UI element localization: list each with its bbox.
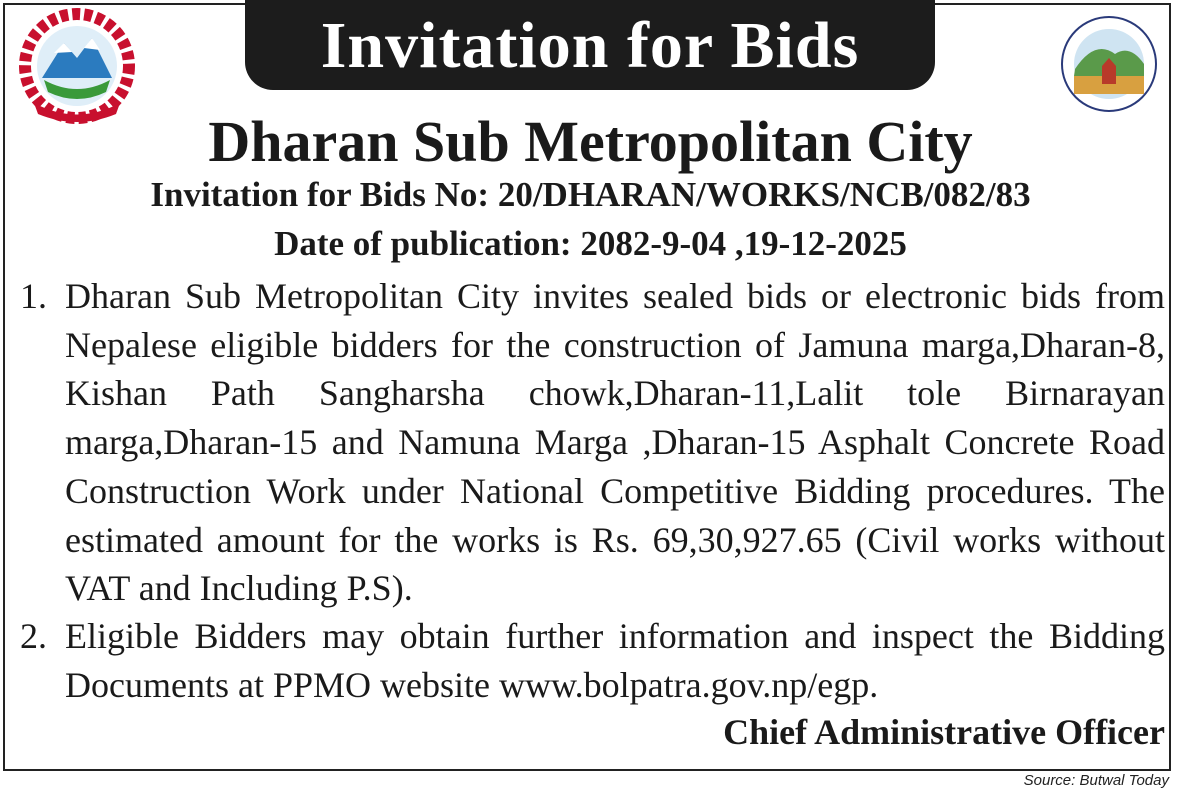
organization-name: Dharan Sub Metropolitan City: [208, 109, 973, 174]
notice-item: [20, 272, 1165, 613]
bid-number: Invitation for Bids No: 20/DHARAN/WORKS/NCB/082/83: [150, 175, 1031, 214]
dharan-city-logo: [1050, 14, 1168, 114]
source-credit: Source: Butwal Today: [1023, 772, 1169, 789]
item-text: Eligible Bidders may obtain further information and inspect the Bidding Documents at PPMO website www.bolpatra.gov.np/egp.: [65, 616, 1165, 705]
publication-date: Date of publication: 2082-9-04 ,19-12-2025: [274, 224, 907, 263]
item-number: 2.: [20, 616, 47, 656]
title-banner: [245, 0, 935, 90]
item-text: Dharan Sub Metropolitan City invites sealed bids or electronic bids from Nepalese eligible bidders for the construction of Jamuna marga,Dharan-8, Kishan Path Sangharsha chowk,Dharan-11,Lalit tole Birnarayan marga,Dharan-15 and Namuna Marga ,Dharan-15 Asphalt Concrete Road Construction Work under National Competitive Bidding procedures. The estimated amount for the works is Rs. 69,30,927.65 (Civil works without VAT and Including P.S).: [65, 276, 1165, 609]
signature: Chief Administrative Officer: [723, 712, 1165, 752]
notice-item: [20, 612, 1165, 709]
banner-title: Invitation for Bids: [320, 9, 860, 82]
item-number: 1.: [20, 276, 47, 316]
